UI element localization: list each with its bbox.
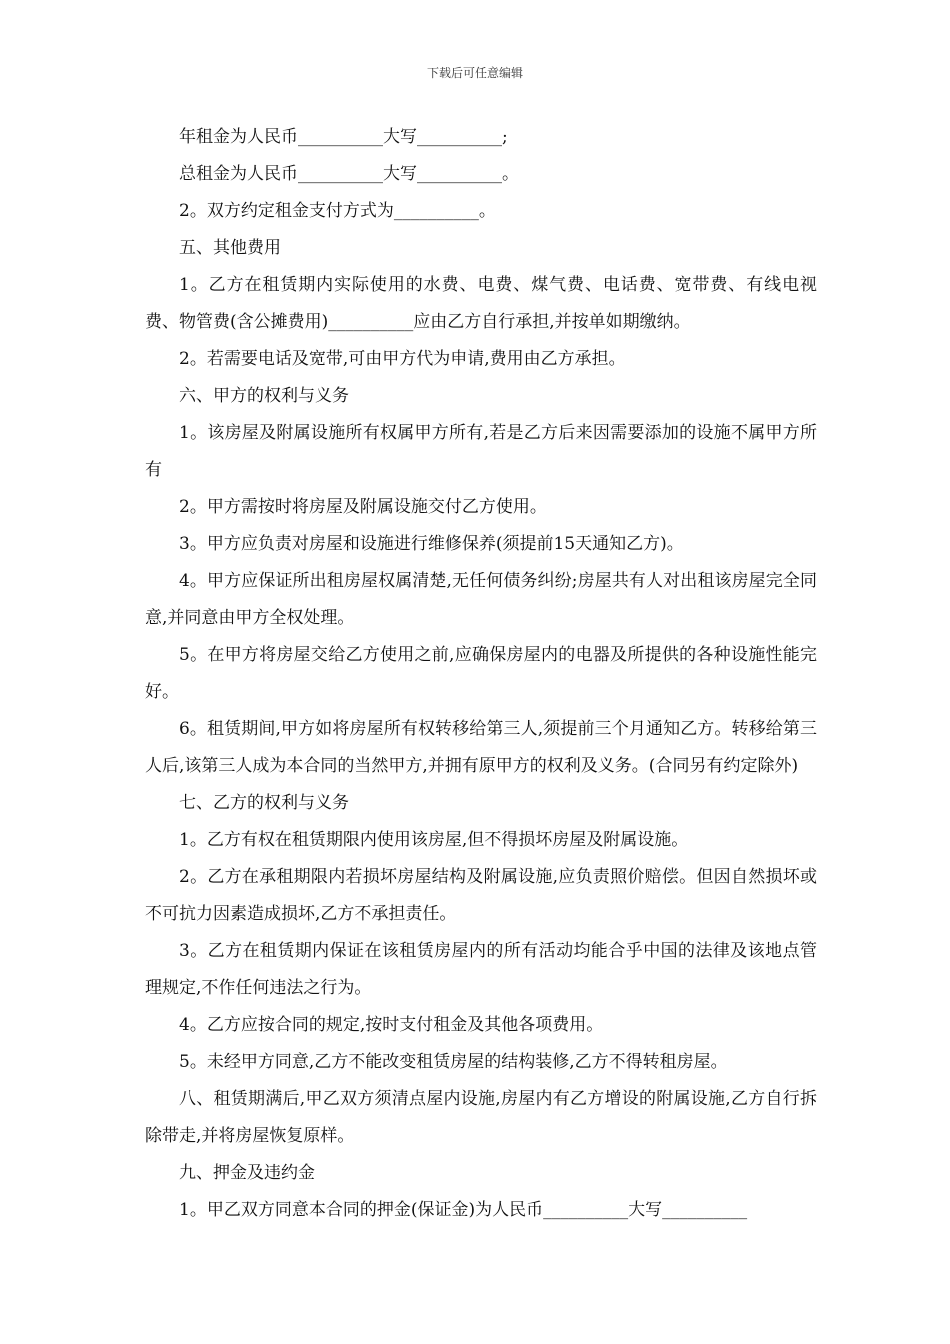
section-heading: 七、乙方的权利与义务 xyxy=(179,793,349,813)
section-heading: 五、其他费用 xyxy=(179,238,281,258)
page-header: 下载后可任意编辑 xyxy=(426,66,523,80)
paragraph: 4。甲方应保证所出租房屋权属清楚,无任何债务纠纷;房屋共有人对出租该房屋完全同意,并同意由甲方全权处理。 xyxy=(145,571,817,628)
paragraph: 3。甲方应负责对房屋和设施进行维修保养(须提前15天通知乙方)。 xyxy=(179,534,684,554)
paragraph: 1。甲乙双方同意本合同的押金(保证金)为人民币__________大写__________ xyxy=(179,1200,748,1220)
document-body xyxy=(145,119,817,1229)
paragraph: 2。乙方在承租期限内若损坏房屋结构及附属设施,应负责照价赔偿。但因自然损坏或不可抗力因素造成损坏,乙方不承担责任。 xyxy=(145,867,817,924)
paragraph: 1。该房屋及附属设施所有权属甲方所有,若是乙方后来因需要添加的设施不属甲方所有 xyxy=(145,423,817,480)
paragraph: 总租金为人民币__________大写__________。 xyxy=(179,164,519,184)
section-heading: 九、押金及违约金 xyxy=(179,1163,315,1183)
paragraph: 5。未经甲方同意,乙方不能改变租赁房屋的结构装修,乙方不得转租房屋。 xyxy=(179,1052,728,1072)
paragraph: 2。若需要电话及宽带,可由甲方代为申请,费用由乙方承担。 xyxy=(179,349,626,369)
paragraph: 1。乙方有权在租赁期限内使用该房屋,但不得损坏房屋及附属设施。 xyxy=(179,830,689,850)
paragraph: 1。乙方在租赁期内实际使用的水费、电费、煤气费、电话费、宽带费、有线电视费、物管费(含公摊费用)__________应由乙方自行承担,并按单如期缴纳。 xyxy=(145,275,817,332)
paragraph: 年租金为人民币__________大写__________; xyxy=(179,127,508,147)
paragraph: 5。在甲方将房屋交给乙方使用之前,应确保房屋内的电器及所提供的各种设施性能完好。 xyxy=(145,645,817,702)
paragraph: 2。双方约定租金支付方式为__________。 xyxy=(179,201,496,221)
paragraph: 6。租赁期间,甲方如将房屋所有权转移给第三人,须提前三个月通知乙方。转移给第三人后,该第三人成为本合同的当然甲方,并拥有原甲方的权利及义务。(合同另有约定除外) xyxy=(145,719,817,776)
section-heading: 六、甲方的权利与义务 xyxy=(179,386,349,406)
paragraph: 3。乙方在租赁期内保证在该租赁房屋内的所有活动均能合乎中国的法律及该地点管理规定,不作任何违法之行为。 xyxy=(145,941,817,998)
paragraph: 2。甲方需按时将房屋及附属设施交付乙方使用。 xyxy=(179,497,547,517)
section-heading: 八、租赁期满后,甲乙双方须清点屋内设施,房屋内有乙方增设的附属设施,乙方自行拆除带走,并将房屋恢复原样。 xyxy=(145,1089,817,1146)
paragraph: 4。乙方应按合同的规定,按时支付租金及其他各项费用。 xyxy=(179,1015,604,1035)
